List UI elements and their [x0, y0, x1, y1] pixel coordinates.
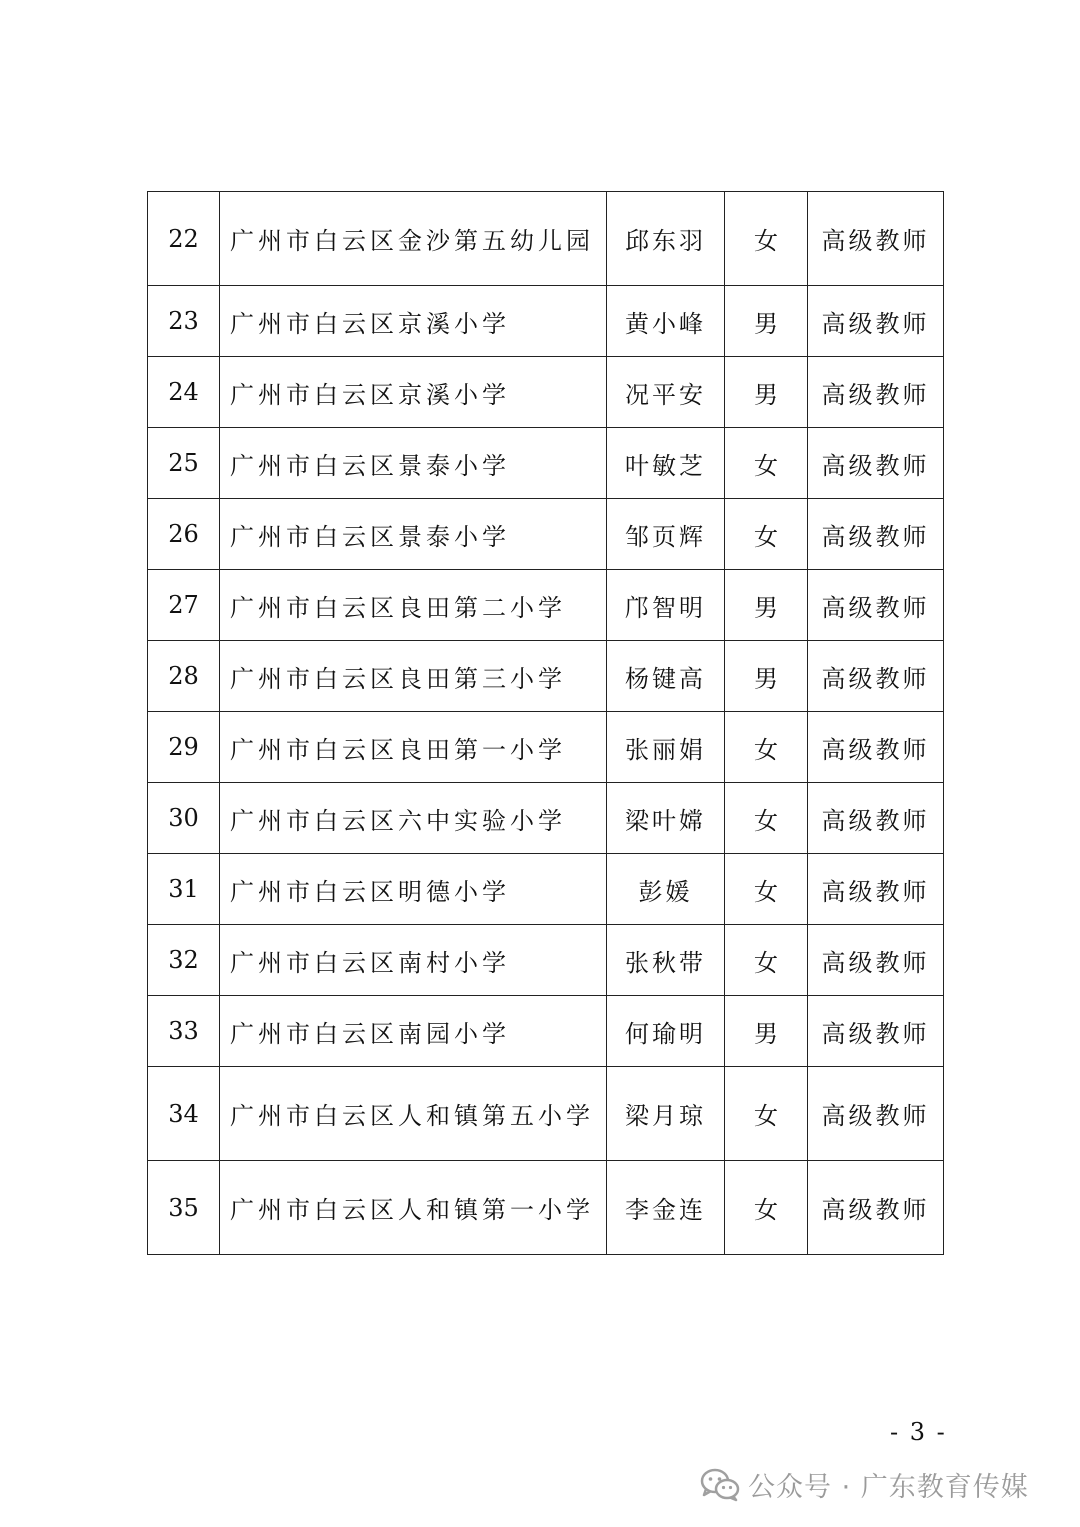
- teacher-name: 梁月琼: [607, 1067, 725, 1161]
- teacher-name: 彭媛: [607, 854, 725, 925]
- school-name: 广州市白云区南园小学: [220, 996, 607, 1067]
- row-number: 23: [148, 286, 220, 357]
- gender: 女: [725, 1067, 808, 1161]
- page-number: - 3 -: [890, 1418, 947, 1446]
- gender: 女: [725, 499, 808, 570]
- job-title: 高级教师: [808, 286, 944, 357]
- row-number: 32: [148, 925, 220, 996]
- gender: 男: [725, 357, 808, 428]
- table-row: [148, 854, 944, 925]
- gender: 男: [725, 570, 808, 641]
- teacher-name: 叶敏芝: [607, 428, 725, 499]
- watermark-text: 公众号 · 广东教育传媒: [748, 1472, 1029, 1503]
- teacher-name: 何瑜明: [607, 996, 725, 1067]
- gender: 男: [725, 641, 808, 712]
- row-number: 25: [148, 428, 220, 499]
- gender: 男: [725, 286, 808, 357]
- school-name: 广州市白云区六中实验小学: [220, 783, 607, 854]
- table-row: [148, 641, 944, 712]
- teacher-name: 邝智明: [607, 570, 725, 641]
- school-name: 广州市白云区明德小学: [220, 854, 607, 925]
- table-row: [148, 712, 944, 783]
- job-title: 高级教师: [808, 1161, 944, 1255]
- table-row: [148, 286, 944, 357]
- job-title: 高级教师: [808, 641, 944, 712]
- teacher-roster-table: [147, 191, 944, 1255]
- gender: 女: [725, 854, 808, 925]
- school-name: 广州市白云区景泰小学: [220, 428, 607, 499]
- row-number: 34: [148, 1067, 220, 1161]
- job-title: 高级教师: [808, 712, 944, 783]
- job-title: 高级教师: [808, 499, 944, 570]
- row-number: 30: [148, 783, 220, 854]
- job-title: 高级教师: [808, 428, 944, 499]
- school-name: 广州市白云区人和镇第五小学: [220, 1067, 607, 1161]
- job-title: 高级教师: [808, 925, 944, 996]
- gender: 女: [725, 925, 808, 996]
- teacher-name: 况平安: [607, 357, 725, 428]
- teacher-name: 邹页辉: [607, 499, 725, 570]
- job-title: 高级教师: [808, 192, 944, 286]
- table-row: [148, 925, 944, 996]
- teacher-name: 杨键高: [607, 641, 725, 712]
- teacher-name: 黄小峰: [607, 286, 725, 357]
- row-number: 35: [148, 1161, 220, 1255]
- teacher-name: 邱东羽: [607, 192, 725, 286]
- school-name: 广州市白云区人和镇第一小学: [220, 1161, 607, 1255]
- row-number: 26: [148, 499, 220, 570]
- row-number: 29: [148, 712, 220, 783]
- job-title: 高级教师: [808, 854, 944, 925]
- teacher-name: 梁叶嫦: [607, 783, 725, 854]
- school-name: 广州市白云区南村小学: [220, 925, 607, 996]
- school-name: 广州市白云区良田第三小学: [220, 641, 607, 712]
- gender: 女: [725, 428, 808, 499]
- table-row: [148, 996, 944, 1067]
- wechat-watermark: [700, 1465, 1029, 1504]
- row-number: 31: [148, 854, 220, 925]
- gender: 女: [725, 712, 808, 783]
- row-number: 27: [148, 570, 220, 641]
- teacher-name: 李金连: [607, 1161, 725, 1255]
- school-name: 广州市白云区景泰小学: [220, 499, 607, 570]
- job-title: 高级教师: [808, 1067, 944, 1161]
- school-name: 广州市白云区京溪小学: [220, 357, 607, 428]
- gender: 女: [725, 1161, 808, 1255]
- school-name: 广州市白云区京溪小学: [220, 286, 607, 357]
- job-title: 高级教师: [808, 996, 944, 1067]
- teacher-name: 张秋带: [607, 925, 725, 996]
- row-number: 24: [148, 357, 220, 428]
- table-row: [148, 428, 944, 499]
- row-number: 33: [148, 996, 220, 1067]
- school-name: 广州市白云区良田第二小学: [220, 570, 607, 641]
- table-row: [148, 192, 944, 286]
- row-number: 28: [148, 641, 220, 712]
- gender: 男: [725, 996, 808, 1067]
- gender: 女: [725, 783, 808, 854]
- row-number: 22: [148, 192, 220, 286]
- table-row: [148, 357, 944, 428]
- school-name: 广州市白云区良田第一小学: [220, 712, 607, 783]
- table-row: [148, 1161, 944, 1255]
- table-row: [148, 499, 944, 570]
- job-title: 高级教师: [808, 357, 944, 428]
- wechat-icon: [700, 1468, 740, 1502]
- job-title: 高级教师: [808, 783, 944, 854]
- table-row: [148, 1067, 944, 1161]
- job-title: 高级教师: [808, 570, 944, 641]
- table-row: [148, 783, 944, 854]
- table-row: [148, 570, 944, 641]
- teacher-name: 张丽娟: [607, 712, 725, 783]
- gender: 女: [725, 192, 808, 286]
- school-name: 广州市白云区金沙第五幼儿园: [220, 192, 607, 286]
